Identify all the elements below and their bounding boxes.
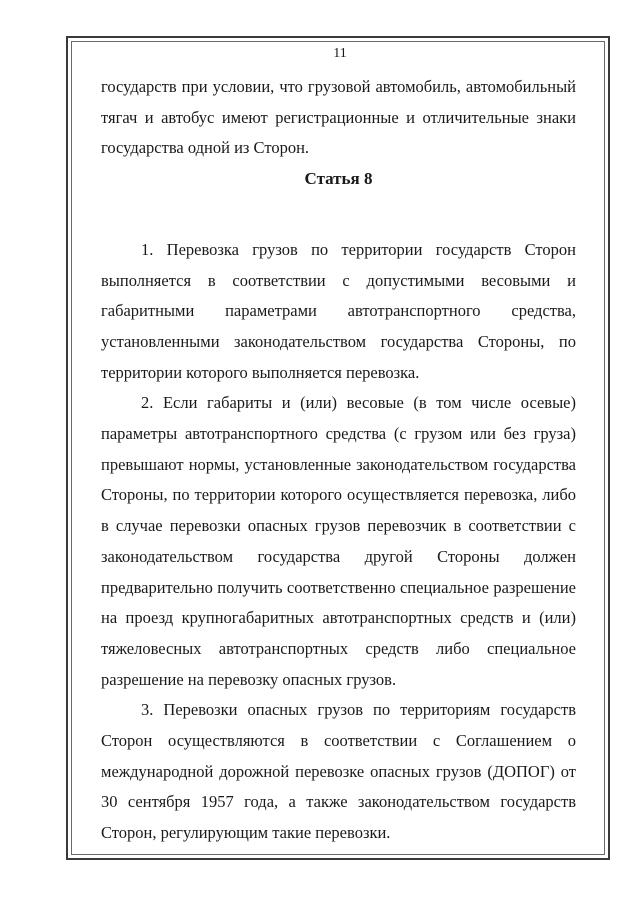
article-paragraph-2: 2. Если габариты и (или) весовые (в том числе осевые) параметры автотранспортного средства (с грузом или без груза) превышают нормы, установленные законодательством государства Стороны, по территории которого осуществляется перевозка, либо в случае перевозки опасных грузов перевозчик в соответствии с законодательством государства другой Стороны должен предварительно получить соответственно специальное разрешение на проезд крупногабаритных автотранспортных средств и (или) тяжеловесных автотранспортных средств либо специальное разрешение на перевозку опасных грузов.: [101, 393, 576, 689]
article-paragraph-3: 3. Перевозки опасных грузов по территориям государств Сторон осуществляются в соответствии с Соглашением о международной дорожной перевозке опасных грузов (ДОПОГ) от 30 сентября 1957 года, а также законодательством государств Сторон, регулирующим такие перевозки.: [101, 700, 576, 843]
continuation-paragraph: государств при условии, что грузовой автомобиль, автомобильный тягач и автобус имеют регистрационные и отличительные знаки государства одной из Сторон.: [101, 77, 576, 158]
article-paragraph-1: 1. Перевозка грузов по территории государств Сторон выполняется в соответствии с допустимыми весовыми и габаритными параметрами автотранспортного средства, установленными законодательством государства Стороны, по территории которого выполняется перевозка.: [101, 239, 576, 382]
page-number: 11: [333, 46, 347, 61]
document-body: [101, 72, 576, 849]
article-title: Статья 8: [304, 169, 373, 189]
